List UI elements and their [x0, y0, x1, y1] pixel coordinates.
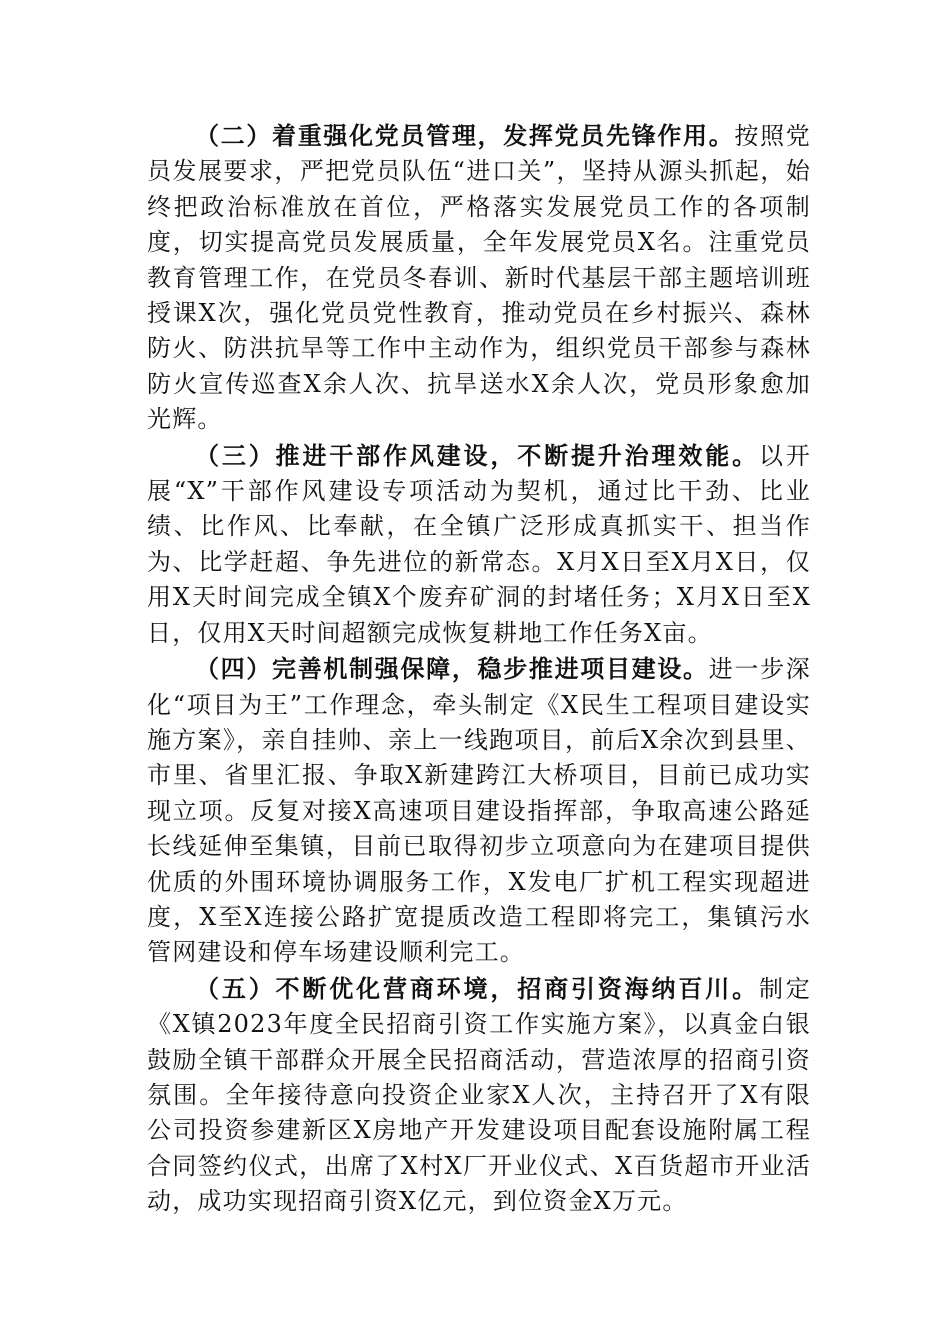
paragraph-text: 进一步深化“项目为王”工作理念，牵头制定《X民生工程项目建设实施方案》，亲自挂帅、亲上一线跑项目，前后X余次到县里、市里、省里汇报、争取X新建跨江大桥项目，目前已成功实现立项。反复对接X高速项目建设指挥部，争取高速公路延长线延伸至集镇，目前已取得初步立项意向为在建项目提供优质的外围环境协调服务工作，X发电厂扩机工程实现超进度，X至X连接公路扩宽提质改造工程即将完工，集镇污水管网建设和停车场建设顺利完工。	[147, 655, 811, 967]
paragraph-text: 按照党员发展要求，严把党员队伍“进口关”，坚持从源头抓起，始终把政治标准放在首位，严格落实发展党员工作的各项制度，切实提高党员发展质量，全年发展党员X名。注重党员教育管理工作，在党员冬春训、新时代基层干部主题培训班授课X次，强化党员党性教育，推动党员在乡村振兴、森林防火、防洪抗旱等工作中主动作为，组织党员干部参与森林防火宣传巡查X余人次、抗旱送水X余人次，党员形象愈加光辉。	[147, 122, 811, 434]
paragraph-heading: （四）完善机制强保障，稳步推进项目建设。	[195, 654, 709, 684]
paragraph-text: 制定《X镇2023年度全民招商引资工作实施方案》，以真金白银鼓励全镇干部群众开展全民招商活动，营造浓厚的招商引资氛围。全年接待意向投资企业家X人次，主持召开了X有限公司投资参建新区X房地产开发建设项目配套设施附属工程合同签约仪式，出席了X村X厂开业仪式、X百货超市开业活动，成功实现招商引资X亿元，到位资金X万元。	[147, 974, 811, 1216]
paragraph-cadre-style	[147, 438, 811, 651]
paragraph-heading: （二）着重强化党员管理，发挥党员先锋作用。	[195, 121, 735, 150]
paragraph-business-environment	[147, 971, 811, 1220]
paragraph-text: 以开展“X”干部作风建设专项活动为契机，通过比干劲、比业绩、比作风、比奉献，在全镇广泛形成真抓实干、担当作为、比学赶超、争先进位的新常态。X月X日至X月X日，仅用X天时间完成全镇X个废弃矿洞的封堵任务；X月X日至X日，仅用X天时间超额完成恢复耕地工作任务X亩。	[147, 441, 811, 647]
paragraph-heading: （五）不断优化营商环境，招商引资海纳百川。	[195, 973, 759, 1003]
document-body	[147, 118, 811, 1220]
paragraph-project-construction	[147, 651, 811, 971]
paragraph-heading: （三）推进干部作风建设，不断提升治理效能。	[195, 440, 759, 470]
paragraph-party-member-management	[147, 118, 811, 438]
